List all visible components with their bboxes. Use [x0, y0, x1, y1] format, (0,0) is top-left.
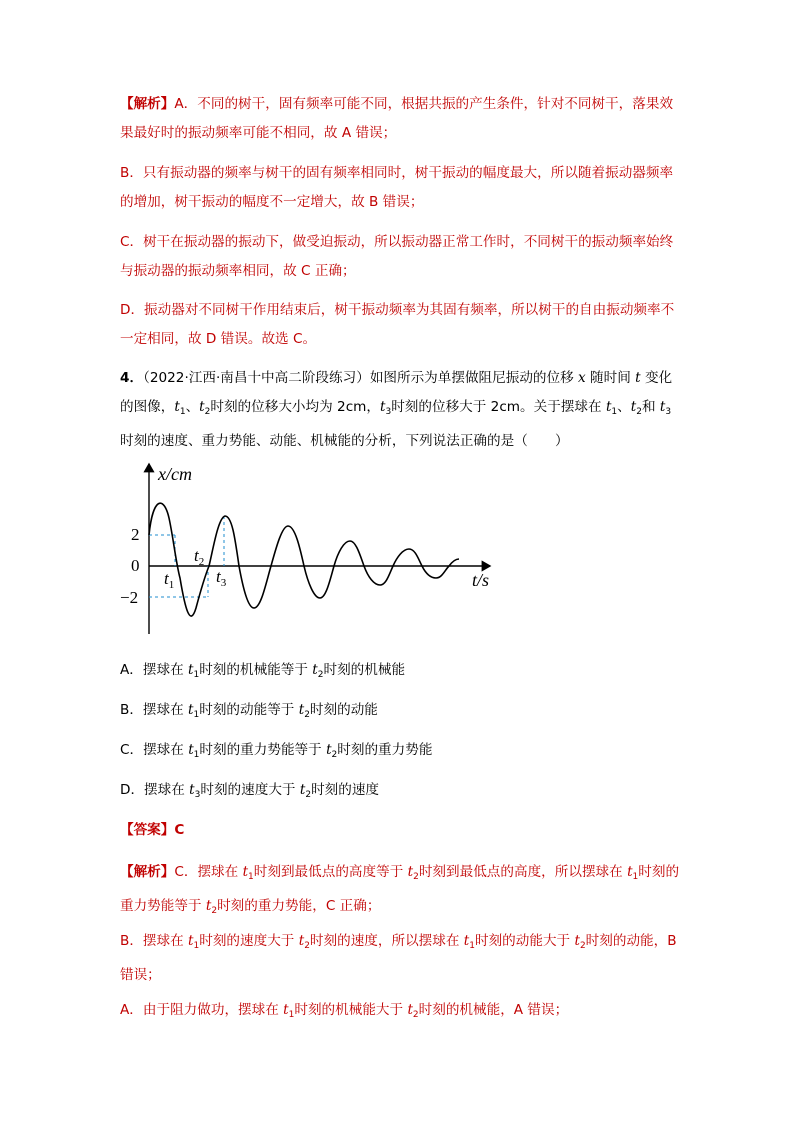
explanation-text: B．摆球在: [120, 933, 189, 949]
var-t: t: [326, 742, 332, 758]
option-text: 时刻的机械能等于: [199, 662, 313, 678]
var-t: t: [463, 933, 470, 949]
t3-label: $t_3$: [216, 567, 227, 589]
explanation-text: 时刻的动能大于: [474, 933, 575, 949]
tick-0: 0: [131, 556, 140, 575]
explanation-text: A．由于阻力做功，摆球在: [120, 1002, 284, 1018]
var-t1: t: [605, 399, 612, 415]
var-sub: 1: [193, 710, 200, 720]
damped-oscillation-graph: [118, 458, 508, 638]
explanation2-a: [120, 996, 680, 1030]
answer: [120, 820, 184, 840]
explanation-d: D．振动器对不同树干作用结束后，树干振动频率为其固有频率，所以树干的自由振动频率不一定相同，故 D 错误。故选 C。: [120, 302, 675, 347]
explanation-c: C．树干在振动器的振动下，做受迫振动，所以振动器正常工作时，不同树干的振动频率始终与振动器的振动频率相同，故 C 正确；: [120, 234, 674, 279]
option-text: 时刻的动能等于: [199, 702, 299, 718]
t2-label: $t_2$: [194, 546, 205, 568]
option-text: C．摆球在: [120, 742, 189, 758]
explanation-a: [120, 90, 680, 148]
var-t: t: [298, 933, 305, 949]
var-t: t: [298, 702, 305, 718]
var-t3: t: [659, 399, 666, 415]
explanation-text: 时刻到最低点的高度，所以摆球在: [418, 864, 628, 880]
explanation-a-text: A．不同的树干，固有频率可能不同，根据共振的产生条件，针对不同树干，落果效果最好时的振动频率可能不相同，故 A 错误；: [120, 96, 674, 141]
var-sub: 1: [248, 872, 254, 882]
var-sub: 1: [193, 941, 200, 951]
answer-tag: 【答案】: [120, 822, 175, 838]
var-sub: 1: [288, 1010, 295, 1020]
var-t2: t: [199, 399, 205, 415]
tick-2: 2: [131, 525, 140, 544]
option-text: 时刻的重力势能等于: [199, 742, 327, 758]
question-number: 4．: [120, 370, 144, 386]
option-text: 时刻的机械能: [323, 662, 406, 678]
explanation-tag: 【解析】: [120, 96, 175, 112]
var-sub: 2: [579, 941, 586, 951]
tick-neg2: −2: [120, 588, 139, 607]
question-text: 时刻的位移大小均为 2cm，: [210, 399, 380, 415]
option-text: 时刻的动能: [309, 702, 378, 718]
var-t: t: [188, 702, 194, 718]
var-sub: 3: [194, 790, 201, 800]
question-text: 变化的图像，: [120, 370, 673, 415]
explanation-tag: 【解析】: [120, 864, 175, 880]
var-t: t: [188, 662, 194, 678]
var-t: t: [407, 1002, 413, 1018]
var-t: t: [283, 1002, 289, 1018]
explanation-text: 时刻的重力势能等于: [120, 864, 680, 914]
answer-value: C: [174, 822, 185, 838]
explanation-text: 时刻的速度，所以摆球在: [309, 933, 464, 949]
var-sub: 2: [331, 750, 338, 760]
var-t: t: [188, 742, 194, 758]
explanation2-c: [120, 858, 680, 926]
option-text: A．摆球在: [120, 662, 188, 678]
question-text: 、: [617, 399, 631, 415]
var-t2-sub: 2: [204, 407, 211, 417]
var-t1: t: [174, 399, 180, 415]
var-sub: 2: [413, 872, 419, 882]
var-sub: 1: [193, 670, 200, 680]
option-text: D．摆球在: [120, 782, 190, 798]
var-t3-sub: 3: [385, 407, 392, 417]
dashed-guides: [149, 516, 224, 597]
option-b: [120, 700, 378, 725]
option-d: [120, 780, 379, 805]
var-sub: 2: [317, 670, 324, 680]
option-text: 时刻的重力势能: [337, 742, 433, 758]
var-t1-sub: 1: [179, 407, 186, 417]
option-text: 时刻的速度大于: [200, 782, 300, 798]
var-sub: 1: [193, 750, 200, 760]
var-sub: 2: [305, 790, 312, 800]
y-axis-label: x/cm: [158, 464, 192, 484]
var-sub: 2: [304, 941, 310, 951]
question-text: 时刻的速度、重力势能、动能、机械能的分析，下列说法正确的是（ ）: [120, 433, 569, 449]
var-t: t: [205, 898, 212, 914]
explanation-text: 时刻的速度大于: [199, 933, 299, 949]
var-t: t: [635, 370, 641, 386]
var-t3-sub: 3: [665, 407, 672, 417]
var-x: x: [578, 370, 586, 386]
var-sub: 1: [469, 941, 475, 951]
var-t3: t: [380, 399, 386, 415]
var-sub: 2: [211, 906, 218, 916]
question-text: 如图所示为单摆做阻尼振动的位移: [369, 370, 579, 386]
var-sub: 2: [412, 1010, 419, 1020]
var-t: t: [574, 933, 580, 949]
var-t: t: [188, 933, 194, 949]
option-a: [120, 660, 405, 685]
question-text: 和: [641, 399, 660, 415]
var-t: t: [407, 864, 414, 880]
explanation-text: 时刻到最低点的高度等于: [253, 864, 408, 880]
var-t: t: [189, 782, 195, 798]
var-t: t: [312, 662, 318, 678]
var-t2-sub: 2: [636, 407, 642, 417]
option-text: B．摆球在: [120, 702, 189, 718]
var-t1-sub: 1: [611, 407, 618, 417]
var-t: t: [242, 864, 249, 880]
var-t: t: [627, 864, 633, 880]
t1-label: $t_1$: [164, 569, 175, 591]
option-text: 时刻的速度: [311, 782, 380, 798]
question-text: 、: [185, 399, 200, 415]
explanation-text: 时刻的重力势能，C 正确；: [217, 898, 381, 914]
var-sub: 2: [304, 710, 310, 720]
var-t2: t: [630, 399, 637, 415]
explanation-text: 时刻的动能，B 错误；: [120, 933, 677, 983]
x-axis-label: t/s: [472, 570, 490, 590]
option-c: [120, 740, 432, 765]
question-source: （2022·江西·南昌十中高二阶段练习）: [143, 370, 370, 386]
explanation-text: 时刻的机械能大于: [294, 1002, 408, 1018]
explanation-text: 时刻的机械能，A 错误；: [418, 1002, 569, 1018]
question-text: 随时间: [585, 370, 636, 386]
var-sub: 1: [632, 872, 639, 882]
question-4: [120, 364, 680, 456]
explanation-text: C．摆球在: [174, 864, 243, 880]
var-t: t: [299, 782, 306, 798]
explanation-b: B．只有振动器的频率与树干的固有频率相同时，树干振动的幅度最大，所以随着振动器频率的增加，树干振动的幅度不一定增大，故 B 错误；: [120, 165, 674, 210]
question-text: 时刻的位移大于 2cm。关于摆球在: [391, 399, 606, 415]
explanation2-b: [120, 927, 680, 990]
